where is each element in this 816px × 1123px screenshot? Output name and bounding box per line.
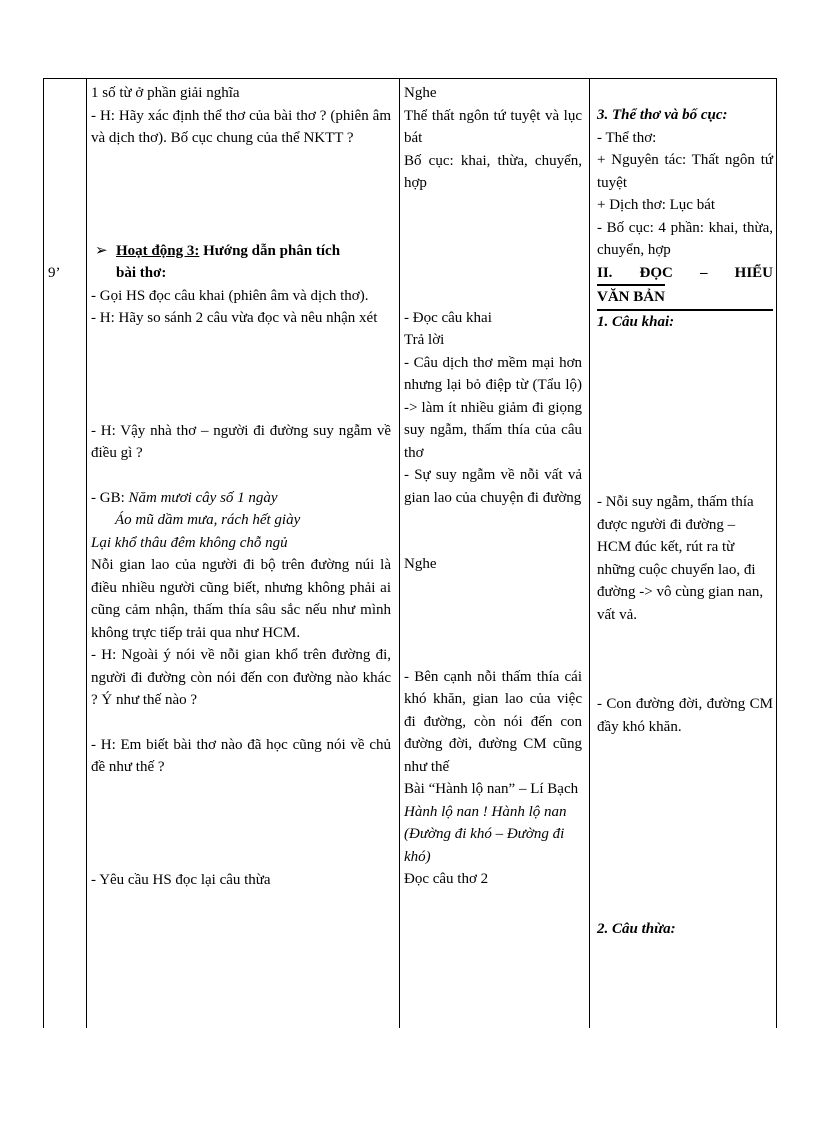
kq-reflection: - Nỗi suy ngẫm, thấm thía được người đi đường – HCM đúc kết, rút ra từ những cuộc chuyển lao, đi đường -> vô cùng gian nan, vất vả. <box>597 494 764 623</box>
section-1-heading: 1. Câu khai: <box>597 313 675 330</box>
gv-question-other-road: - H: Ngoài ý nói về nỗi gian khổ trên đường đi, người đi đường còn nói đến con đường nào khác ? Ý như thế nào ? <box>91 647 391 708</box>
hs-compare-answer: - Câu dịch thơ mềm mại hơn nhưng lại bỏ điệp từ (Tẩu lộ) -> làm ít nhiều giảm đi giọng suy ngẫm, thấm thía của câu thơ <box>404 354 582 461</box>
time-value: 9’ <box>48 265 61 281</box>
gv-read-opening-line: - Gọi HS đọc câu khai (phiên âm và dịch thơ). <box>91 287 369 304</box>
student-activity-column <box>404 82 582 891</box>
section-II-line-1: II. ĐỌC – HIỂU <box>597 264 773 281</box>
hs-listen-1: Nghe <box>404 85 437 101</box>
gv-read-second-line: - Yêu cầu HS đọc lại câu thừa <box>91 871 271 888</box>
teacher-activity-column <box>91 82 391 891</box>
hs-structure: Bố cục: khai, thừa, chuyển, hợp <box>404 152 582 191</box>
hs-answer: Trả lời <box>404 332 445 348</box>
kq-structure: - Bố cục: 4 phần: khai, thừa, chuyển, hợp <box>597 219 773 258</box>
gv-question-related-poem: - H: Em biết bài thơ nào đã học cũng nói về chủ đề như thế ? <box>91 736 391 775</box>
gv-gb-poem-line-1 <box>91 487 391 510</box>
hs-read-second-line: Đọc câu thơ 2 <box>404 871 489 887</box>
column-divider-time <box>86 78 87 1028</box>
gv-gb-poem-line-2: Áo mũ dầm mưa, rách hết giày <box>115 512 301 528</box>
section-3-heading: 3. Thể thơ và bố cục: <box>597 107 728 123</box>
column-divider-teacher <box>399 78 400 1028</box>
hs-listen-2: Nghe <box>404 556 437 572</box>
hs-poem-quote: Hành lộ nan ! Hành lộ nan <box>404 803 567 820</box>
column-divider-student <box>589 78 590 1028</box>
activity-3-text-a: Hướng dẫn phân tích <box>199 242 341 259</box>
hs-other-road-answer: - Bên cạnh nỗi thấm thía cái khó khăn, gian lao của việc đi đường, còn nói đến con đường đời, đường CM cũng như thế <box>404 668 582 775</box>
hs-poem-form: Thể thất ngôn tứ tuyệt và lục bát <box>404 107 582 146</box>
gb-prefix: - GB: <box>91 489 129 506</box>
hs-related-poem: Bài “Hành lộ nan” – Lí Bạch <box>404 781 579 797</box>
gv-question-compare: - H: Hãy so sánh 2 câu vừa đọc và nêu nhận xét <box>91 310 378 326</box>
table-top-border <box>43 78 776 79</box>
hs-read-opening: - Đọc câu khai <box>404 309 492 326</box>
table-right-border <box>776 78 777 1028</box>
kq-original-form: + Nguyên tác: Thất ngôn tứ tuyệt <box>597 152 773 191</box>
kq-life-road: - Con đường đời, đường CM đầy khó khăn. <box>597 696 773 735</box>
section-2-heading: 2. Câu thừa: <box>597 921 676 937</box>
section-II-line-2: VĂN BẢN <box>597 284 665 309</box>
arrow-bullet-icon: ➢ <box>95 242 108 259</box>
hs-poem-translation: (Đường đi khó – Đường đi khó) <box>404 826 565 865</box>
section-II-heading <box>597 262 773 311</box>
activity-3-text-b: bài thơ: <box>116 265 167 281</box>
gv-line-01: 1 số từ ở phần giải nghĩa <box>91 85 240 101</box>
kq-translated-form: + Dịch thơ: Lục bát <box>597 197 716 213</box>
gv-question-poem-form: - H: Hãy xác định thể thơ của bài thơ ? (phiên âm và dịch thơ). Bố cục chung của thể NKTT ? <box>91 107 391 146</box>
gv-gb-poem-line-3: Lại khổ thâu đêm không chỗ ngủ <box>91 534 288 551</box>
hs-reflection-answer: - Sự suy ngẫm về nỗi vất vả gian lao của chuyện đi đường <box>404 467 582 506</box>
kq-poem-form: - Thể thơ: <box>597 129 657 146</box>
activity-3-heading <box>91 240 391 285</box>
gb-poem-1: Năm mươi cây số 1 ngày <box>128 489 278 506</box>
gv-question-reflection: - H: Vậy nhà thơ – người đi đường suy ngẫm về điều gì ? <box>91 422 391 461</box>
activity-3-label: Hoạt động 3: <box>116 242 200 259</box>
gv-explanation-hardship: Nỗi gian lao của người đi bộ trên đường núi là điều nhiều người cũng biết, nhưng không phải ai cũng cảm nhận, thấm thía sâu sắc nếu như mình không trực tiếp trải qua như HCM. <box>91 557 391 641</box>
lesson-content-column <box>597 82 773 941</box>
table-left-border <box>43 78 44 1028</box>
